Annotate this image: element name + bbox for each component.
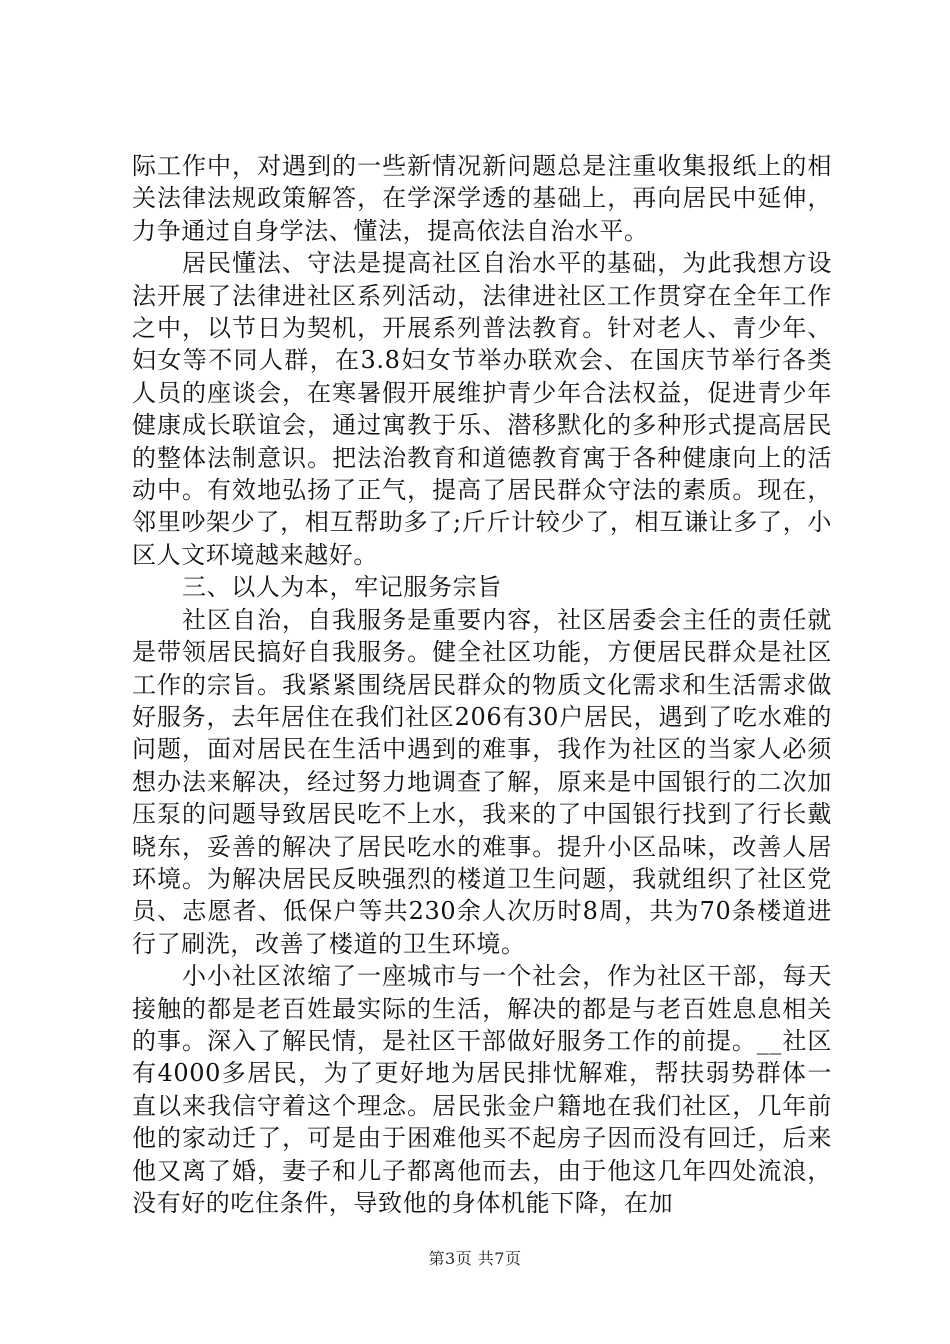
paragraph-2: 居民懂法、守法是提高社区自治水平的基础，为此我想方设法开展了法律进社区系列活动，法律进社区工作贯穿在全年工作之中，以节日为契机，开展系列普法教育。针对老人、青少年、妇女等不同人群，在3.8妇女节举办联欢会、在国庆节举行各类人员的座谈会，在寒暑假开展维护青少年合法权益，促进青少年健康成长联谊会，通过寓教于乐、潜移默化的多种形式提高居民的整体法制意识。把法治教育和道德教育寓于各种健康向上的活动中。有效地弘扬了正气，提高了居民群众守法的素质。现在，邻里吵架少了，相互帮助多了;斤斤计较少了，相互谦让多了，小区人文环境越来越好。 <box>132 249 832 569</box>
section-heading: 三、以人为本，牢记服务宗旨 <box>182 573 502 602</box>
paragraph-1: 际工作中，对遇到的一些新情况新问题总是注重收集报纸上的相关法律法规政策解答，在学深学透的基础上，再向居民中延伸，力争通过自身学法、懂法，提高依法自治水平。 <box>132 152 832 245</box>
paragraph-3: 社区自治，自我服务是重要内容，社区居委会主任的责任就是带领居民搞好自我服务。健全社区功能，方便居民群众是社区工作的宗旨。我紧紧围绕居民群众的物质文化需求和生活需求做好服务，去年居住在我们社区206有30户居民，遇到了吃水难的问题，面对居民在生活中遇到的难事，我作为社区的当家人必须想办法来解决，经过努力地调查了解，原来是中国银行的二次加压泵的问题导致居民吃不上水，我来的了中国银行找到了行长戴晓东，妥善的解决了居民吃水的难事。提升小区品味，改善人居环境。为解决居民反映强烈的楼道卫生问题，我就组织了社区党员、志愿者、低保户等共230余人次历时8周，共为70条楼道进行了刷洗，改善了楼道的卫生环境。 <box>132 605 832 958</box>
document-body <box>132 150 832 1219</box>
page-number-footer: 第3页 共7页 <box>428 1249 522 1268</box>
paragraph-4: 小小社区浓缩了一座城市与一个社会，作为社区干部，每天接触的都是老百姓最实际的生活，解决的都是与老百姓息息相关的事。深入了解民情，是社区干部做好服务工作的前提。__社区有4000多居民，为了更好地为居民排忧解难，帮扶弱势群体一直以来我信守着这个理念。居民张金户籍地在我们社区，几年前他的家动迁了，可是由于困难他买不起房子因而没有回迁，后来他又离了婚，妻子和儿子都离他而去，由于他这几年四处流浪，没有好的吃住条件，导致他的身体机能下降，在加 <box>132 962 832 1217</box>
